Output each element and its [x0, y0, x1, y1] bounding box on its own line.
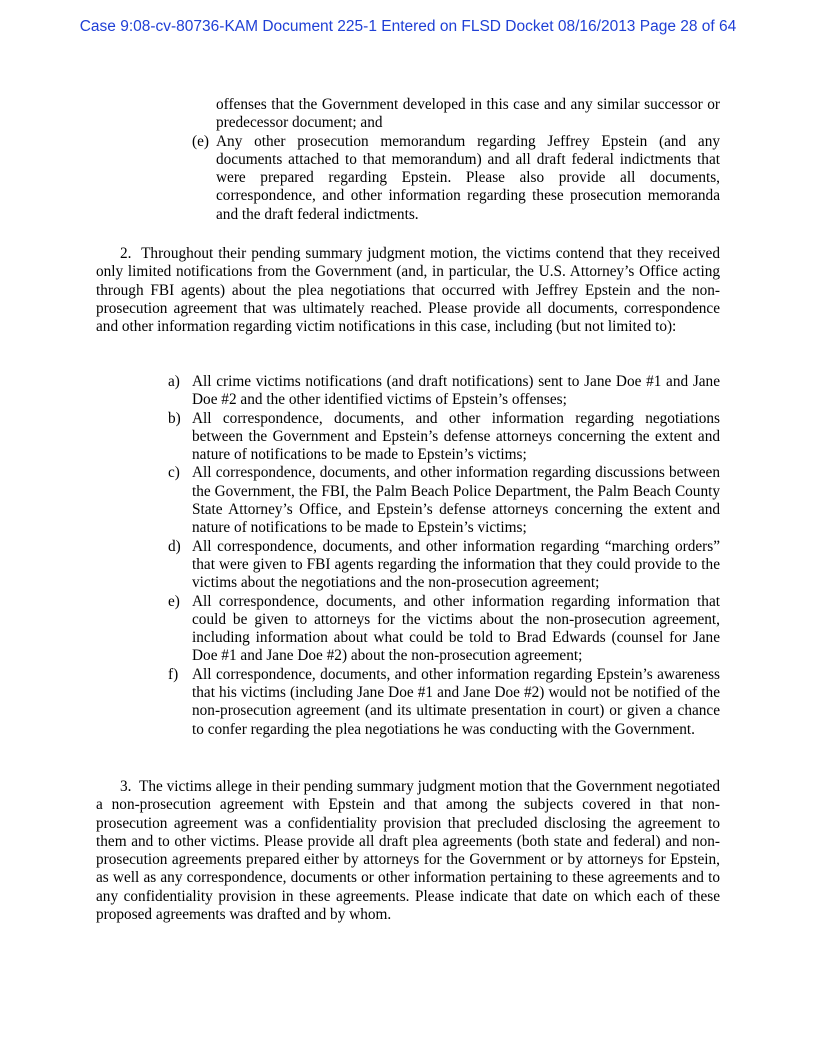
- list-item-text: All correspondence, documents, and other information regarding information that could be given to attorneys for the victims about the non-prosecution agreement, including information about what could be told to Brad Edwards (counsel for Jane Doe #1 and Jane Doe #2) about the non-prosecution agreement;: [192, 592, 720, 665]
- list-item-label: d): [168, 537, 181, 555]
- paragraph-2: [96, 245, 720, 336]
- continued-list: [96, 96, 720, 224]
- list-item-text: All correspondence, documents, and other information regarding Epstein’s awareness that his victims (including Jane Doe #1 and Jane Doe #2) would not be notified of the non-prosecution agreement (and its ultimate presentation in court) or given a chance to confer regarding the plea negotiations he was conducting with the Government.: [192, 665, 720, 738]
- docket-header: Case 9:08-cv-80736-KAM Document 225-1 Entered on FLSD Docket 08/16/2013 Page 28 of 64: [79, 18, 737, 35]
- list-item-text: All crime victims notifications (and draft notifications) sent to Jane Doe #1 and Jane Doe #2 and the other identified victims of Epstein’s offenses;: [192, 373, 720, 409]
- list-item: [96, 464, 720, 537]
- list-item: [96, 538, 720, 593]
- paragraph-number: 2.: [120, 245, 132, 262]
- list-item: [96, 373, 720, 410]
- paragraph-text: The victims allege in their pending summary judgment motion that the Government negotiated a non-prosecution agreement with Epstein and that among the subjects covered in that non-prosecution agreement was a confidentiality provision that precluded disclosing the agreement to them and to other victims. Please provide all draft plea agreements (both state and federal) and non-prosecution agreements prepared either by attorneys for the Government or by attorneys for Epstein, as well as any correspondence, documents or other information pertaining to these agreements and to any confidentiality provision in these agreements. Please indicate that date on which each of these proposed agreements was drafted and by whom.: [96, 778, 721, 924]
- list-item-label: e): [168, 592, 180, 610]
- list-item-text: All correspondence, documents, and other information regarding negotiations between the Government and Epstein’s defense attorneys concerning the extent and nature of notifications to be made to Epstein’s victims;: [192, 409, 720, 464]
- paragraph-number: 3.: [120, 778, 132, 795]
- paragraph-2-list: [96, 373, 720, 739]
- list-item-label: c): [168, 464, 180, 482]
- list-item: [96, 96, 720, 133]
- list-item-text: All correspondence, documents, and other information regarding discussions between the Government, the FBI, the Palm Beach Police Department, the Palm Beach County State Attorney’s Office, and Epstein’s defense attorneys concerning the extent and nature of notifications to be made to Epstein’s victims;: [192, 464, 720, 537]
- paragraph-text: Throughout their pending summary judgment motion, the victims contend that they received only limited notifications from the Government (and, in particular, the U.S. Attorney’s Office acting through FBI agents) about the plea negotiations that occurred with Jeffrey Epstein and the non-prosecution agreement that was ultimately reached. Please provide all documents, correspondence and other information regarding victim notifications in this case, including (but not limited to):: [96, 245, 720, 336]
- list-item-label: b): [168, 409, 181, 427]
- list-item-label: f): [168, 665, 179, 683]
- list-item-text: Any other prosecution memorandum regarding Jeffrey Epstein (and any documents attached to that memorandum) and all draft federal indictments that were prepared regarding Epstein. Please also provide all documents, correspondence, and other information regarding these prosecution memoranda and the draft federal indictments.: [216, 132, 720, 223]
- list-item-label: a): [168, 373, 180, 390]
- list-item-text: All correspondence, documents, and other information regarding “marching orders” that were given to FBI agents regarding the information that they could provide to the victims about the negotiations and the non-prosecution agreement;: [192, 537, 720, 592]
- list-item-text: offenses that the Government developed in this case and any similar successor or predecessor document; and: [216, 96, 720, 132]
- paragraph-3: [96, 778, 720, 924]
- list-item-label: (e): [192, 132, 209, 150]
- list-item: [96, 666, 720, 739]
- list-item: [96, 410, 720, 465]
- list-item: [96, 133, 720, 224]
- list-item: [96, 593, 720, 666]
